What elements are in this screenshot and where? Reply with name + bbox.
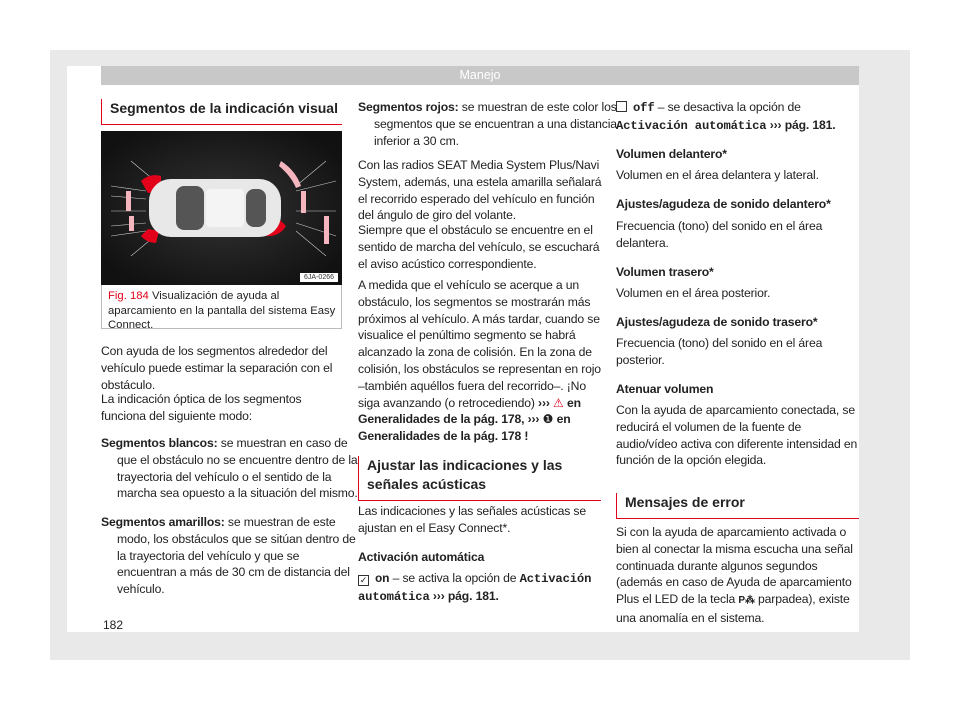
term: Segmentos amarillos:: [101, 515, 225, 529]
option-text: – se desactiva la opción de: [657, 100, 801, 114]
paragraph: A medida que el vehículo se acerque a un obstáculo, los segmentos se mostrarán más próximos al vehículo. A más tardar, cuando se visualice el penúltimo segmento se habrá alcanzado la zona de colisión. En la zona de colisión, los obstáculos se representan en rojo –también aquéllos fuera del recorrido–. ¡No siga avanzando (o retrocediendo) ››› ⚠ en Generalidades de la pág. 178, ››› ❶ en Generalidades de la pág. 178 !: [358, 278, 601, 444]
option-off: off – se desactiva la opción de Activación automática ››› pág. 181.: [616, 100, 836, 133]
section-heading: Ajustar las indicaciones y las señales acústicas: [358, 456, 601, 501]
paragraph: Con las radios SEAT Media System Plus/Navi System, además, una estela amarilla señalará el recorrido esperado del vehículo en función del ángulo de giro del volante.: [358, 158, 602, 223]
paragraph-text: Si con la ayuda de aparcamiento activada o bien al conectar la misma escucha una señal continuada durante algunos segundos (además en caso de Ayuda de aparcamiento Plus el LED de la tecla: [616, 525, 853, 607]
definition: se muestran de este modo, los obstáculos que se sitúan dentro de la trayectoria del vehículo y que se encuentran a más de 30 cm de distancia del vehículo.: [117, 515, 356, 597]
item-text: Volumen en el área posterior.: [616, 286, 771, 300]
warning-icon: ⚠: [553, 395, 564, 410]
section-heading: Mensajes de error: [616, 493, 859, 519]
paragraph: [616, 524, 860, 627]
paragraph: Las indicaciones y las señales acústicas se ajustan en el Easy Connect*.: [358, 504, 586, 535]
checkbox-unchecked-icon: [616, 101, 627, 112]
park-key-icon: P⁂: [738, 595, 755, 607]
paragraph: Con ayuda de los segmentos alrededor del vehículo puede estimar la separación con el obstáculo.: [101, 344, 333, 392]
option-on: ✓ on – se activa la opción de Activación automática ››› pág. 181.: [358, 571, 592, 604]
note-icon: ❶: [542, 412, 554, 427]
definition-red-segments: [358, 99, 618, 149]
paragraph: La indicación óptica de los segmentos funciona del siguiente modo:: [101, 392, 302, 423]
definition-yellow-segments: [101, 514, 359, 598]
item-title: Atenuar volumen: [616, 382, 714, 396]
figure-id-label: 6JA-0266: [300, 273, 338, 282]
checkbox-checked-icon: ✓: [359, 575, 368, 585]
section-header: Manejo: [101, 66, 859, 85]
figure-caption-text: Visualización de ayuda al aparcamiento en la pantalla del sistema Easy Connect.: [108, 290, 336, 331]
paragraph: Siempre que el obstáculo se encuentre en el sentido de marcha del vehículo, se escuchará el aviso acústico correspondiente.: [358, 223, 600, 271]
paragraph-text: A medida que el vehículo se acerque a un obstáculo, los segmentos se mostrarán más próximos al vehículo. A más tardar, cuando se visualice el penúltimo segmento se habrá alcanzado la zona de colisión. En la zona de colisión, los obstáculos se representan en rojo –también aquéllos fuera del recorrido–. ¡No siga avanzando (o retrocediendo): [358, 278, 601, 410]
paragraph-text: parpadea), existe una anomalía en el sistema.: [616, 592, 850, 625]
option-code: on: [375, 572, 390, 586]
item-text: Frecuencia (tono) del sonido en el área delantera.: [616, 219, 823, 250]
section-heading: Segmentos de la indicación visual: [101, 99, 342, 125]
reference-link[interactable]: en Generalidades de la pág. 178 !: [358, 412, 571, 444]
item-title: Ajustes/agudeza de sonido delantero*: [616, 197, 831, 211]
page-number: 182: [103, 618, 124, 632]
subheading: Activación automática: [358, 550, 485, 564]
figure-caption: [101, 285, 342, 329]
option-name: Activación automática: [616, 118, 767, 133]
term: Segmentos blancos:: [101, 436, 218, 450]
option-code: off: [633, 101, 655, 115]
figure-number: Fig. 184: [108, 290, 149, 302]
term: Segmentos rojos:: [358, 100, 459, 114]
item-title: Volumen trasero*: [616, 265, 714, 279]
item-text: Volumen en el área delantera y lateral.: [616, 168, 819, 182]
option-text: – se activa la opción de: [392, 571, 517, 585]
reference-link[interactable]: pág. 181.: [447, 588, 499, 603]
car-parking-segments-illustration: [101, 131, 342, 285]
reference-link[interactable]: pág. 181.: [784, 117, 836, 132]
definition-white-segments: [101, 435, 359, 502]
definition: se muestran de este color los segmentos que se encuentran a una distancia inferior a 30 cm.: [374, 100, 617, 148]
option-name: Activación automática: [358, 572, 592, 604]
item-title: Volumen delantero*: [616, 147, 727, 161]
definition: se muestran en caso de que el obstáculo no se encuentre dentro de la trayectoria del vehículo o el sentido de la marcha sea opuesto a la situación del mismo.: [117, 436, 358, 501]
reference-link[interactable]: en Generalidades de la pág. 178,: [358, 395, 581, 427]
item-title: Ajustes/agudeza de sonido trasero*: [616, 315, 818, 329]
item-text: Con la ayuda de aparcamiento conectada, se reducirá el volumen de la fuente de audio/vídeo activa con diferente intensidad en función de la opción elegida.: [616, 403, 858, 468]
parking-aid-figure: [101, 131, 342, 285]
item-text: Frecuencia (tono) del sonido en el área posterior.: [616, 336, 823, 367]
